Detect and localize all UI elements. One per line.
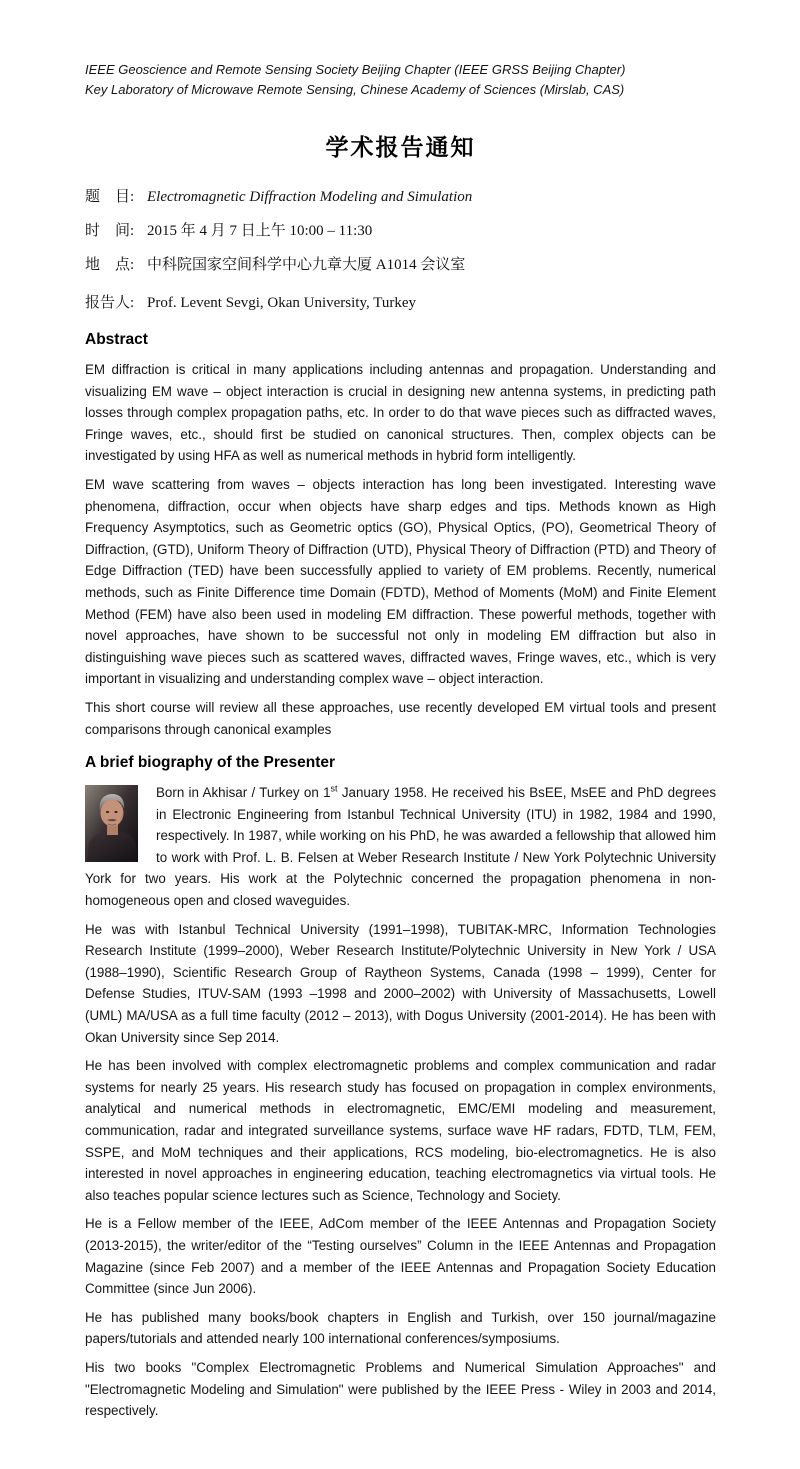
- biography-paragraph-5: He has published many books/book chapters in English and Turkish, over 150 journal/magazine papers/tutorials and attended nearly 100 international conferences/symposiums.: [85, 1309, 716, 1347]
- page-title: 学术报告通知: [325, 134, 476, 160]
- bio-p1-superscript: st: [330, 783, 338, 794]
- meta-row-venue: [85, 256, 716, 275]
- bio-p1-text-start: Born in Akhisar / Turkey on 1: [156, 785, 331, 801]
- biography-paragraph-3: He has been involved with complex electromagnetic problems and complex communication and radar systems for nearly 25 years. His research study has focused on propagation in complex environments, analytical and numerical methods in electromagnetic, EMC/EMI modeling and measurement, communication, radar and integrated surveillance systems, surface wave HF radars, FDTD, TLM, FEM, SSPE, and MoM techniques and their applications, RCS modeling, bio-electromagnetics. He is also interested in novel approaches in engineering education, teaching electromagnetics via virtual tools. He also teaches popular science lectures such as Science, Technology and Society.: [85, 1058, 716, 1203]
- meta-section: [85, 188, 716, 313]
- biography-section: [85, 752, 716, 1422]
- biography-paragraph-1: [85, 782, 716, 912]
- time-label: 时 间:: [85, 223, 135, 239]
- speaker-label: 报告人:: [85, 295, 135, 311]
- venue-label: 地 点:: [85, 257, 135, 273]
- abstract-heading: Abstract: [85, 331, 148, 348]
- speaker-value: Prof. Levent Sevgi, Okan University, Turkey: [147, 295, 417, 311]
- abstract-paragraph-3: This short course will review all these approaches, use recently developed EM virtual tools and present comparisons through canonical examples: [85, 699, 716, 737]
- biography-paragraph-6: His two books "Complex Electromagnetic Problems and Numerical Simulation Approaches" and "Electromagnetic Modeling and Simulation" were published by the IEEE Press - Wiley in 2003 and 2014, respectively.: [85, 1359, 716, 1419]
- speaker-portrait-image: [85, 785, 138, 862]
- abstract-paragraph-1: EM diffraction is critical in many applications including antennas and propagation. Understanding and visualizing EM wave – object interaction is crucial in designing new antenna systems, in predicting path losses through complex propagation paths, etc. In order to do that wave pieces such as diffracted waves, Fringe waves, etc., should first be studied on canonical structures. Then, complex objects can be investigated by using HFA as well as numerical methods in hybrid form intelligently.: [85, 362, 716, 464]
- topic-label: 题 目:: [85, 189, 135, 205]
- org-line-ieee-grss: IEEE Geoscience and Remote Sensing Society Beijing Chapter (IEEE GRSS Beijing Chapter): [85, 62, 626, 77]
- topic-value: Electromagnetic Diffraction Modeling and Simulation: [147, 189, 473, 205]
- bio-p1-text-end: January 1958. He received his BsEE, MsEE and PhD degrees in Electronic Engineering from Istanbul Technical University (ITU) in 1982, 1984 and 1990, respectively. In 1987, while working on his PhD, he was awarded a fellowship that allowed him to work with Prof. L. B. Felsen at Weber Research Institute / New York Polytechnic University York for two years. His work at the Polytechnic concerned the propagation phenomena in non-homogeneous open and closed waveguides.: [85, 785, 717, 909]
- meta-row-speaker: [85, 294, 716, 313]
- document-header: [85, 60, 716, 100]
- abstract-section: [85, 329, 716, 740]
- meta-row-topic: [85, 188, 716, 207]
- biography-paragraph-4: He is a Fellow member of the IEEE, AdCom member of the IEEE Antennas and Propagation Society (2013-2015), the writer/editor of the “Testing ourselves” Column in the IEEE Antennas and Propagation Magazine (since Feb 2007) and a member of the IEEE Antennas and Propagation Society Education Committee (since Jun 2006).: [85, 1216, 716, 1297]
- org-line-mirslab: Key Laboratory of Microwave Remote Sensing, Chinese Academy of Sciences (Mirslab, CAS): [85, 82, 625, 97]
- biography-heading: A brief biography of the Presenter: [85, 754, 336, 772]
- venue-value: 中科院国家空间科学中心九章大厦 A1014 会议室: [147, 257, 466, 273]
- time-value: 2015 年 4 月 7 日上午 10:00 – 11:30: [147, 223, 373, 239]
- meta-row-time: [85, 222, 716, 241]
- speaker-photo: [85, 785, 138, 862]
- biography-paragraph-2: He was with Istanbul Technical University (1991–1998), TUBITAK-MRC, Information Technologies Research Institute (1999–2000), Weber Research Institute/Polytechnic University in New York / USA (1988–1990), Scientific Research Group of Raytheon Systems, Canada (1998 – 1999), Center for Defense Studies, ITUV-SAM (1993 –1998 and 2000–2002) with University of Massachusetts, Lowell (UML) MA/USA as a full time faculty (2012 – 2013), with Dogus University (2001-2014). He has been with Okan University since Sep 2014.: [85, 921, 716, 1045]
- abstract-paragraph-2: EM wave scattering from waves – objects interaction has long been investigated. Interesting wave phenomena, diffraction, occur when objects have sharp edges and tips. Methods known as High Frequency Asymptotics, such as Geometric optics (GO), Physical Optics, (PO), Geometrical Theory of Diffraction, (GTD), Uniform Theory of Diffraction (UTD), Physical Theory of Diffraction (PTD) and Theory of Edge Diffraction (TED) have been successfully applied to variety of EM problems. Recently, numerical methods, such as Finite Difference time Domain (FDTD), Method of Moments (MoM) and Finite Element Method (FEM) have also been used in modeling EM diffraction. These powerful methods, together with novel approaches, have shown to be successful not only in modeling EM diffraction but also in distinguishing wave pieces such as scattered waves, diffracted waves, Fringe waves, etc., which is very important in visualizing and understanding complex wave – object interaction.: [85, 476, 716, 687]
- biography-intro-block: [85, 782, 716, 919]
